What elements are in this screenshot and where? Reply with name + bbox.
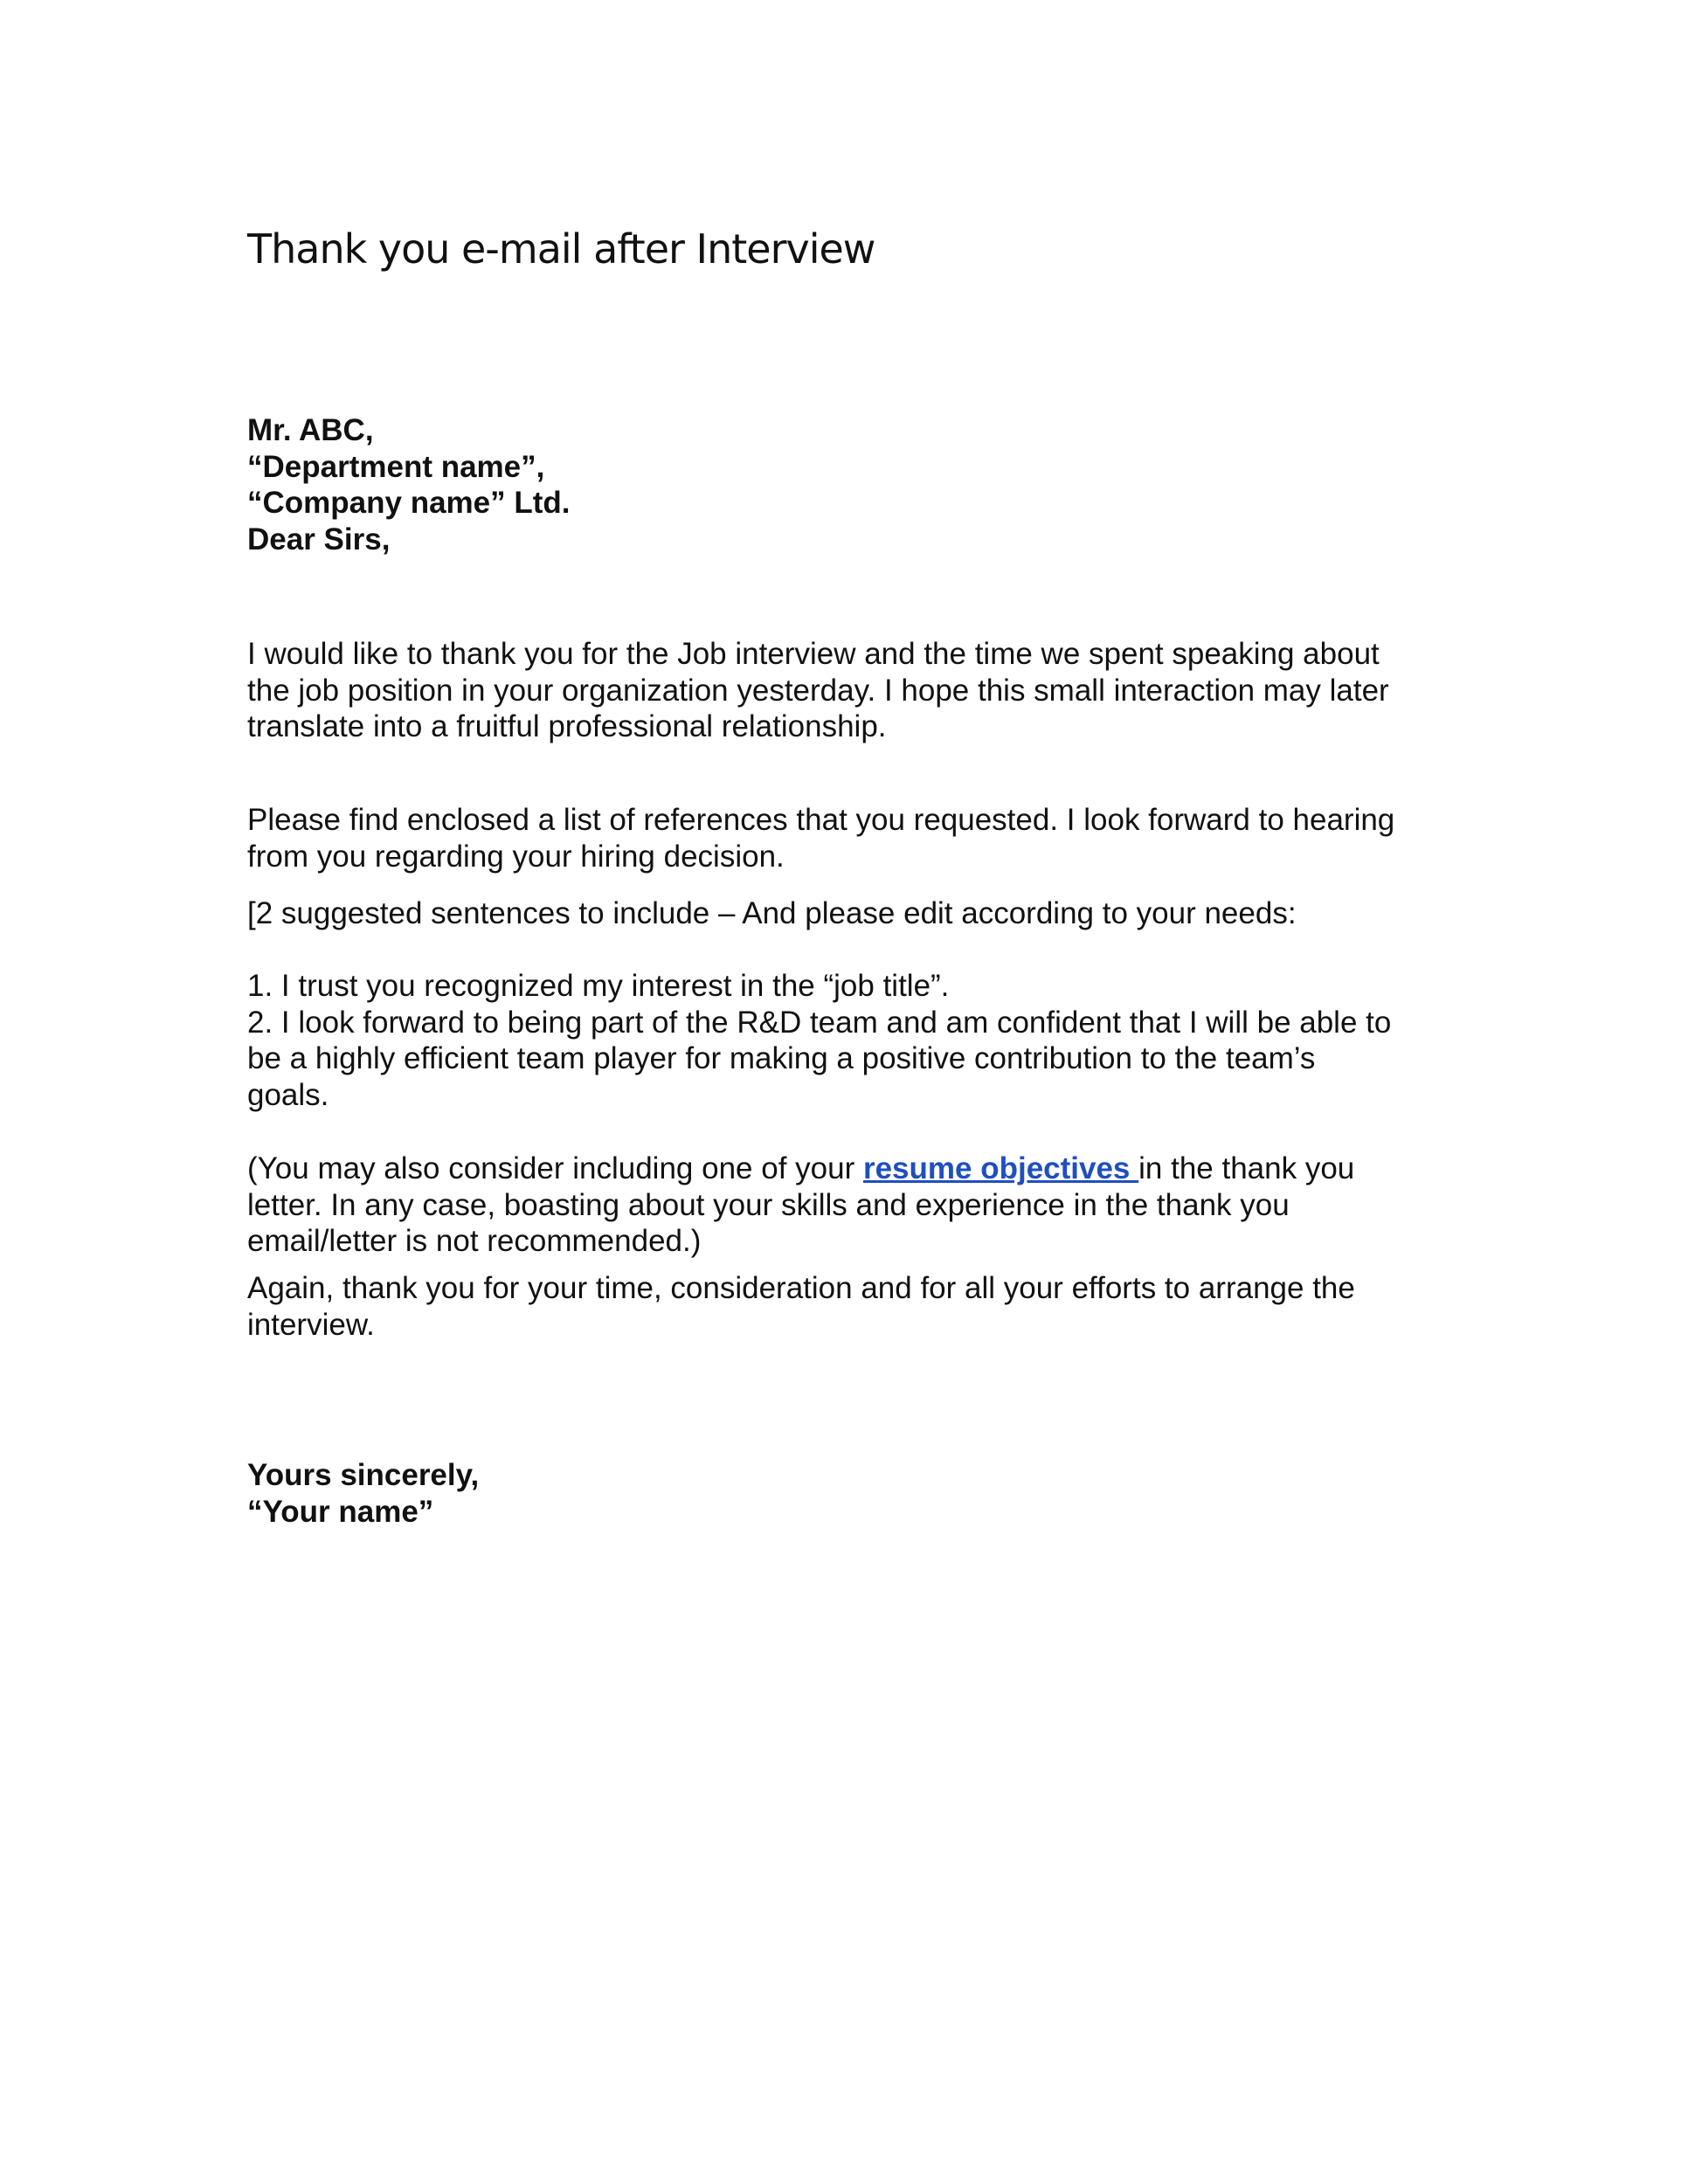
paragraph-line: interview. (247, 1307, 375, 1342)
closing-paragraph (247, 1270, 1470, 1343)
note-suffix: in the thank you (1138, 1151, 1355, 1185)
note-line-3: email/letter is not recommended.) (247, 1224, 702, 1258)
note-paragraph (247, 1151, 1470, 1260)
suggested-intro-text: [2 suggested sentences to include – And please edit according to your needs: (247, 896, 1297, 930)
note-prefix: (You may also consider including one of your (247, 1151, 863, 1185)
recipient-company: “Company name” Ltd. (247, 486, 571, 520)
note-line-2: letter. In any case, boasting about your skills and experience in the thank you (247, 1187, 1290, 1222)
signoff (247, 1457, 1470, 1530)
suggestions-list (247, 968, 1470, 1113)
paragraph-line: Please find enclosed a list of references that you requested. I look forward to hearing (247, 803, 1395, 837)
recipient-address (247, 412, 1470, 557)
paragraph-references (247, 802, 1470, 874)
page-title: Thank you e-mail after Interview (247, 225, 875, 273)
paragraph-line: from you regarding your hiring decision. (247, 839, 785, 874)
suggestion-item-2: 2. I look forward to being part of the R&D team and am confident that I will be able to (247, 1005, 1392, 1040)
paragraph-line: I would like to thank you for the Job interview and the time we spent speaking about (247, 637, 1380, 671)
suggestion-item-2-end: goals. (247, 1077, 329, 1112)
suggested-intro (247, 895, 1470, 932)
suggestion-item-1: 1. I trust you recognized my interest in the “job title”. (247, 969, 950, 1003)
note-line-1 (247, 1151, 1470, 1187)
paragraph-thanks (247, 636, 1470, 745)
recipient-department: “Department name”, (247, 449, 545, 484)
salutation: Dear Sirs, (247, 522, 391, 556)
signoff-closing: Yours sincerely, (247, 1458, 480, 1492)
resume-objectives-link[interactable]: resume objectives (862, 1151, 1139, 1185)
paragraph-line: the job position in your organization yesterday. I hope this small interaction may later (247, 673, 1389, 708)
paragraph-line: translate into a fruitful professional relationship. (247, 709, 887, 743)
recipient-name: Mr. ABC, (247, 413, 374, 447)
paragraph-line: Again, thank you for your time, consideration and for all your efforts to arrange the (247, 1271, 1355, 1305)
signoff-name: “Your name” (247, 1494, 434, 1529)
suggestion-item-2-continued: be a highly efficient team player for making a positive contribution to the team’s (247, 1041, 1316, 1075)
